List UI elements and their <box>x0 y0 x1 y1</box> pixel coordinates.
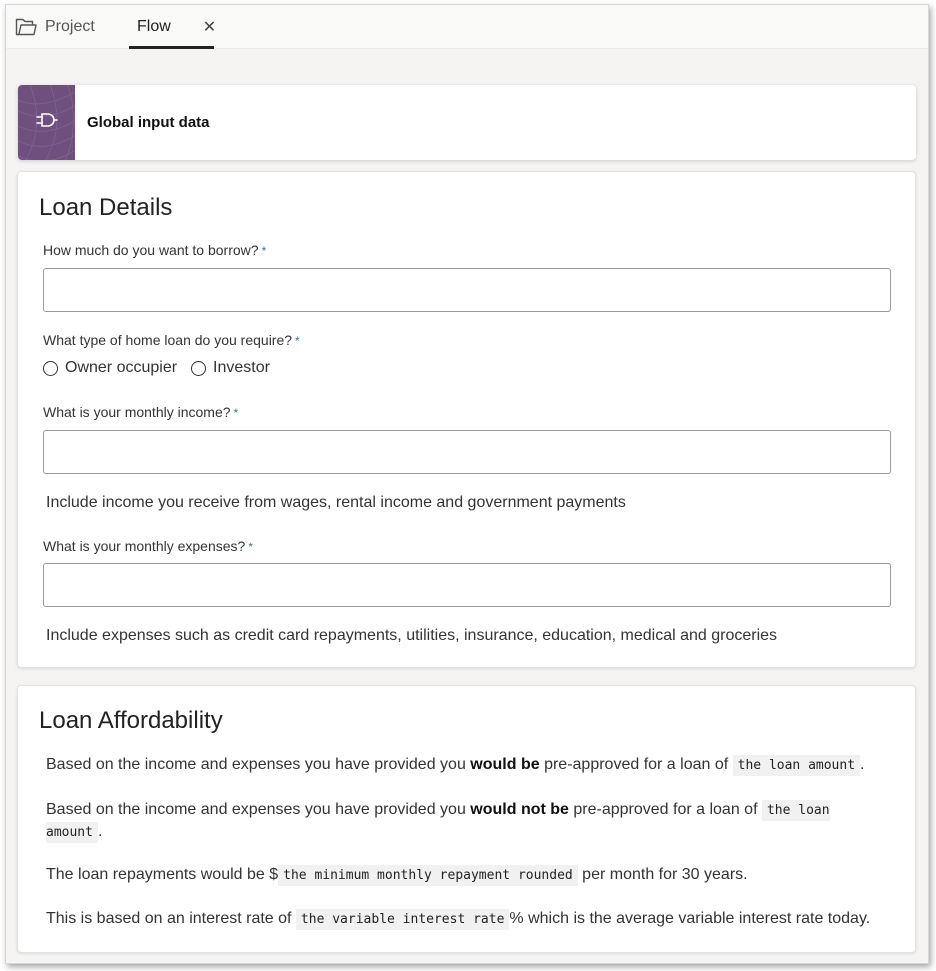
radio-circle[interactable] <box>191 361 206 376</box>
expenses-label <box>43 538 253 554</box>
income-help-text: Include income you receive from wages, rental income and government payments <box>46 494 626 511</box>
radio-investor-label[interactable]: Investor <box>213 359 270 376</box>
loan-type-radio-group <box>43 359 284 377</box>
loan-affordability-panel <box>17 685 916 953</box>
loan-amount-variable: the loan amount <box>46 800 830 843</box>
expenses-help-text: Include expenses such as credit card repayments, utilities, insurance, education, medical and groceries <box>46 627 778 644</box>
repayment-end: per month for 30 years. <box>577 866 748 883</box>
app-window <box>5 4 929 964</box>
tab-bar <box>6 5 928 49</box>
loan-details-title: Loan Details <box>39 194 173 221</box>
radio-owner-occupier-label[interactable]: Owner occupier <box>65 359 178 376</box>
repayment-text: The loan repayments would be $ <box>46 866 279 883</box>
borrow-amount-input[interactable] <box>43 268 891 312</box>
approved-text: Based on the income and expenses you have provided you <box>46 756 471 773</box>
loan-type-label-text: What type of home loan do you require? <box>43 332 293 348</box>
interest-end: % which is the average variable interest rate today. <box>509 910 871 927</box>
expenses-label-text: What is your monthly expenses? <box>43 538 246 554</box>
income-label-text: What is your monthly income? <box>43 404 231 420</box>
interest-rate-variable: the variable interest rate <box>296 909 510 930</box>
radio-circle[interactable] <box>43 361 58 376</box>
plug-icon <box>36 112 58 128</box>
tab-project[interactable] <box>15 5 95 49</box>
monthly-income-input[interactable] <box>43 430 891 474</box>
tab-project-label: Project <box>45 18 95 35</box>
global-input-icon-box <box>18 85 75 160</box>
repayment-message <box>46 864 876 886</box>
approved-end: . <box>860 756 865 773</box>
loan-affordability-title: Loan Affordability <box>39 707 223 734</box>
income-label <box>43 404 238 420</box>
approved-text-2: pre-approved for a loan of <box>539 756 733 773</box>
borrow-label <box>43 242 266 258</box>
close-icon[interactable]: ✕ <box>202 19 217 36</box>
required-mark: * <box>261 244 267 258</box>
radio-investor[interactable] <box>191 359 270 377</box>
not-approved-text-2: pre-approved for a loan of <box>568 801 762 818</box>
not-approved-end: . <box>97 823 103 840</box>
not-approved-bold: would not be <box>470 801 569 818</box>
interest-text: This is based on an interest rate of <box>46 910 296 927</box>
not-approved-text: Based on the income and expenses you have provided you <box>46 801 471 818</box>
active-tab-indicator <box>129 46 214 49</box>
loan-details-panel <box>17 171 916 668</box>
folder-icon <box>15 18 37 36</box>
tab-flow-label: Flow <box>137 18 171 35</box>
monthly-expenses-input[interactable] <box>43 563 891 607</box>
approved-bold: would be <box>470 756 540 773</box>
radio-owner-occupier[interactable] <box>43 359 177 377</box>
approved-message <box>46 754 876 776</box>
required-mark: * <box>233 406 239 420</box>
loan-type-label <box>43 332 300 348</box>
global-input-title: Global input data <box>87 114 210 131</box>
monthly-repayment-variable: the minimum monthly repayment rounded <box>278 865 578 886</box>
tab-flow[interactable] <box>129 5 217 49</box>
loan-amount-variable: the loan amount <box>733 755 860 776</box>
not-approved-message <box>46 799 846 843</box>
interest-rate-message <box>46 908 876 930</box>
borrow-label-text: How much do you want to borrow? <box>43 242 259 258</box>
required-mark: * <box>295 334 300 348</box>
required-mark: * <box>248 540 253 554</box>
global-input-card[interactable] <box>18 85 916 160</box>
